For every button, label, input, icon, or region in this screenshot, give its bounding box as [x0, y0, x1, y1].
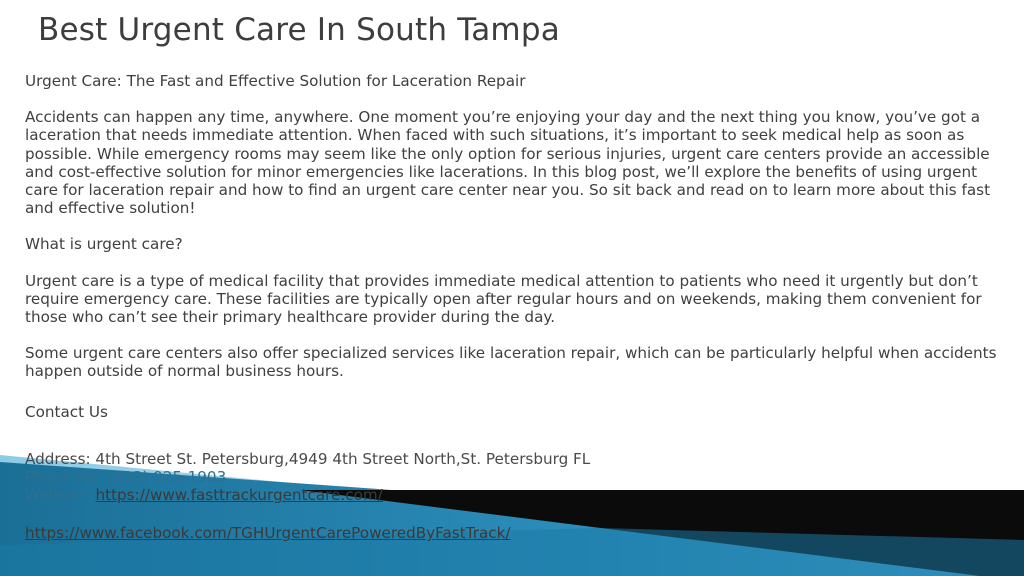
phone-text: Phone No: (813) 925-1903 [25, 468, 227, 487]
website-line [25, 486, 1010, 504]
contact-info [25, 450, 1010, 543]
subtitle: Urgent Care: The Fast and Effective Solution for Laceration Repair [25, 72, 526, 90]
facebook-line [25, 524, 1010, 542]
slide-body [25, 72, 1010, 543]
address-text: Address: 4th Street St. Petersburg,4949 4th Street North,St. Petersburg FL [25, 449, 591, 468]
specialized-services-paragraph: Some urgent care centers also offer specialized services like laceration repair, which can be particularly helpful when accidents happen outside of normal business hours. [25, 344, 997, 381]
section-heading: What is urgent care? [25, 235, 183, 254]
contact-heading: Contact Us [25, 402, 108, 421]
website-link[interactable]: https://www.fasttrackurgentcare.com/ [95, 486, 383, 505]
facebook-link[interactable]: https://www.facebook.com/TGHUrgentCarePoweredByFastTrack/ [25, 524, 511, 543]
urgent-care-paragraph: Urgent care is a type of medical facility that provides immediate medical attention to patients who need it urgently but don’t require emergency care. These facilities are typically open after regular hours and on weekends, making them convenient for those who can’t see their primary healthcare provider during the day. [25, 271, 982, 327]
slide-title: Best Urgent Care In South Tampa [38, 12, 560, 48]
intro-paragraph: Accidents can happen any time, anywhere. One moment you’re enjoying your day and the next thing you know, you’ve got a laceration that needs immediate attention. When faced with such situations, it’s important to seek medical help as soon as possible. While emergency rooms may seem like the only option for serious injuries, urgent care centers provide an accessible and cost-effective solution for minor emergencies like lacerations. In this blog post, we’ll explore the benefits of using urgent care for laceration repair and how to find an urgent care center near you. So sit back and read on to learn more about this fast and effective solution! [25, 108, 991, 218]
website-label: Website: [25, 486, 96, 505]
